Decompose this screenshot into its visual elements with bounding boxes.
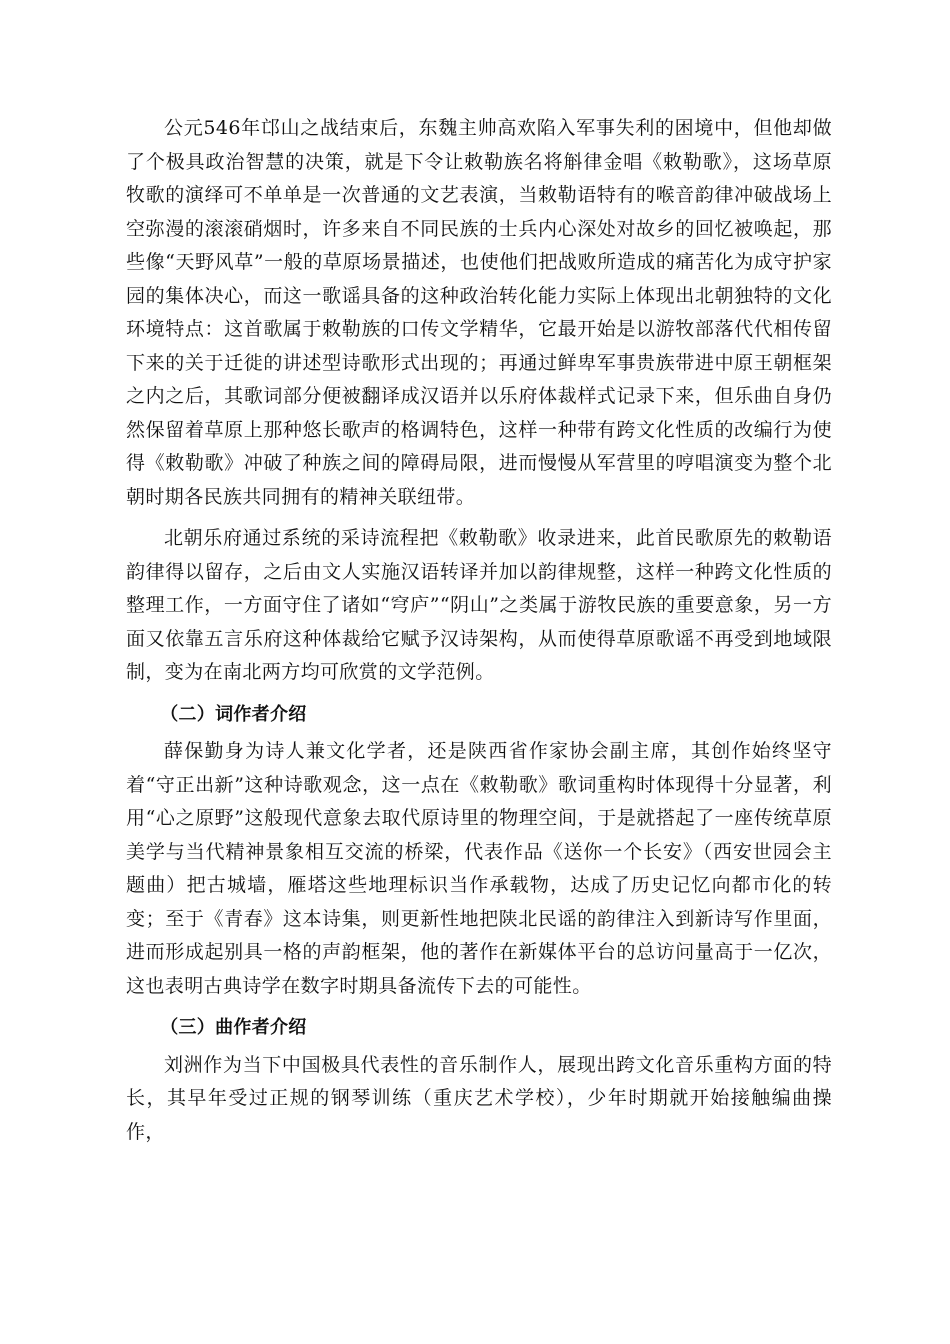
paragraph-lyricist-intro: 薛保勤身为诗人兼文化学者，还是陕西省作家协会副主席，其创作始终坚守着“守正出新”这种诗歌观念，这一点在《敕勒歌》歌词重构时体现得十分显著，利用“心之原野”这般现代意象去取代原诗里的物理空间，于是就搭起了一座传统草原美学与当代精神景象相互交流的桥梁，代表作品《送你一个长安》（西安世园会主题曲）把古城墙，雁塔这些地理标识当作承载物，达成了历史记忆向都市化的转变；至于《青春》这本诗集，则更新性地把陕北民谣的韵律注入到新诗写作里面，进而形成起别具一格的声韵框架，他的著作在新媒体平台的总访问量高于一亿次，这也表明古典诗学在数字时期具备流传下去的可能性。	[126, 740, 832, 997]
section-heading-lyricist: （二）词作者介绍	[160, 703, 307, 725]
section-heading-composer: （三）曲作者介绍	[160, 1017, 307, 1038]
document-page	[126, 112, 832, 1157]
paragraph-yuefu-collection: 北朝乐府通过系统的采诗流程把《敕勒歌》收录进来，此首民歌原先的敕勒语韵律得以留存，之后由文人实施汉语转译并加以韵律规整，这样一种跨文化性质的整理工作，一方面守住了诸如“穹庐”“阴山”之类属于游牧民族的重要意象，另一方面又依靠五言乐府这种体裁给它赋予汉诗架构，从而使得草原歌谣不再受到地域限制，变为在南北两方均可欣赏的文学范例。	[126, 527, 832, 683]
paragraph-composer-intro: 刘洲作为当下中国极具代表性的音乐制作人，展现出跨文化音乐重构方面的特长，其早年受过正规的钢琴训练（重庆艺术学校），少年时期就开始接触编曲操作，	[126, 1053, 832, 1143]
paragraph-battle-context: 公元546年邙山之战结束后，东魏主帅高欢陷入军事失利的困境中，但他却做了个极具政治智慧的决策，就是下令让敕勒族名将斛律金唱《敕勒歌》，这场草原牧歌的演绎可不单单是一次普通的文艺表演，当敕勒语特有的喉音韵律冲破战场上空弥漫的滚滚硝烟时，许多来自不同民族的士兵内心深处对故乡的回忆被唤起，那些像“天野风草”一般的草原场景描述，也使他们把战败所造成的痛苦化为成守护家园的集体决心，而这一歌谣具备的这种政治转化能力实际上体现出北朝独特的文化环境特点：这首歌属于敕勒族的口传文学精华，它最开始是以游牧部落代代相传留下来的关于迁徙的讲述型诗歌形式出现的；再通过鲜卑军事贵族带进中原王朝框架之内之后，其歌词部分便被翻译成汉语并以乐府体裁样式记录下来，但乐曲自身仍然保留着草原上那种悠长歌声的格调特色，这样一种带有跨文化性质的改编行为使得《敕勒歌》冲破了种族之间的障碍局限，进而慢慢从军营里的哼唱演变为整个北朝时期各民族共同拥有的精神关联纽带。	[126, 117, 832, 508]
